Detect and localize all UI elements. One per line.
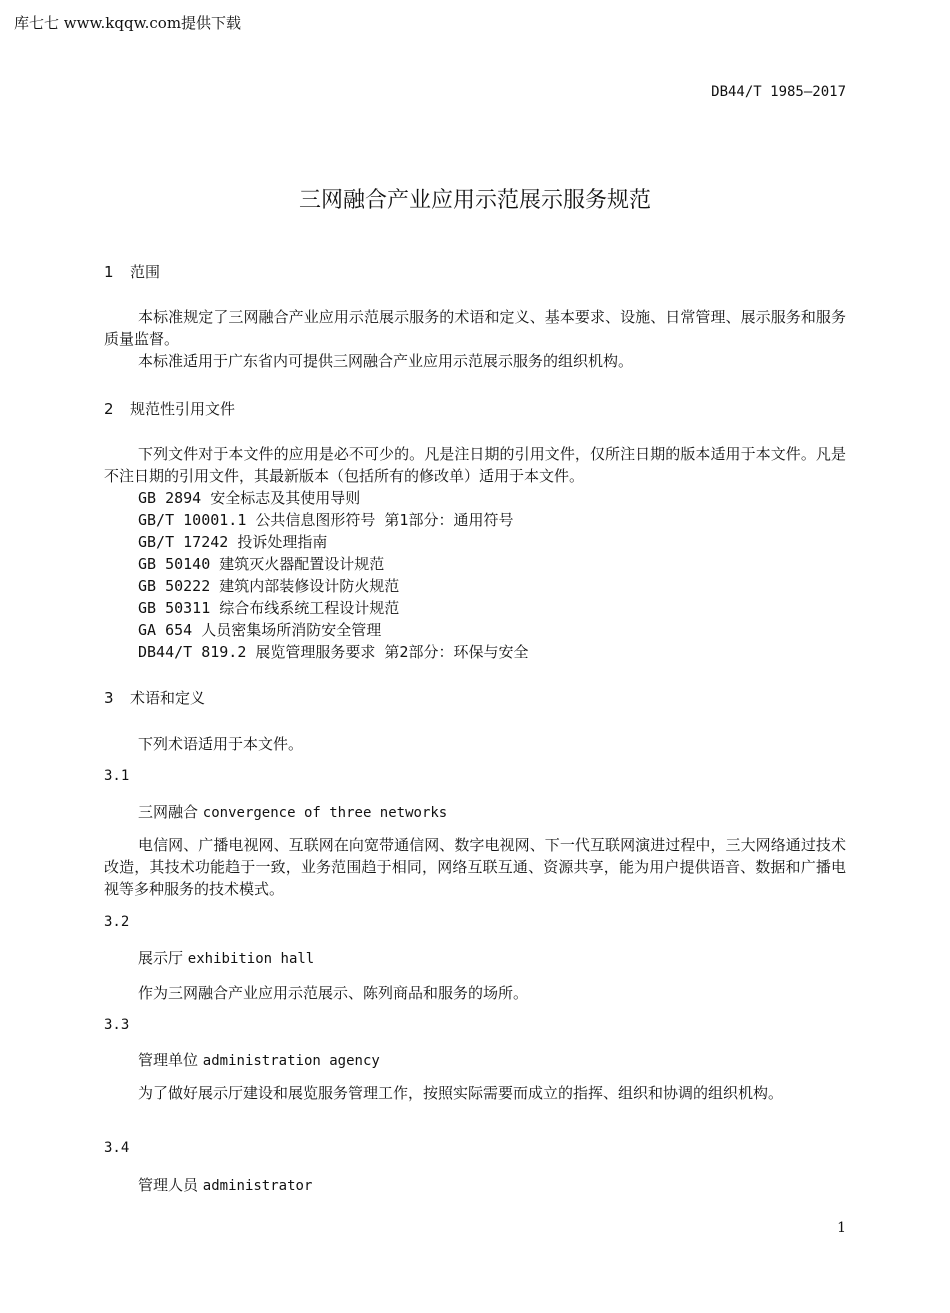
section-title: 术语和定义 <box>130 689 206 707</box>
reference-item: GB 50222 建筑内部装修设计防火规范 <box>138 577 400 595</box>
section-heading-scope <box>104 261 160 282</box>
term-en: administration agency <box>202 1053 380 1069</box>
document-number: DB44/T 1985—2017 <box>711 84 846 100</box>
clause-number: 3.4 <box>104 1140 130 1156</box>
clause-number: 3.3 <box>104 1017 130 1033</box>
reference-item: DB44/T 819.2 展览管理服务要求 第2部分：环保与安全 <box>138 643 529 661</box>
term-zh: 展示厅 <box>138 949 184 967</box>
watermark: 库七七 www.kqqw.com提供下载 <box>14 14 242 32</box>
section-heading-normative-references <box>104 398 235 419</box>
term-en: exhibition hall <box>187 951 315 967</box>
term-definition: 为了做好展示厅建设和展览服务管理工作，按照实际需要而成立的指挥、组织和协调的组织机构。 <box>138 1084 784 1102</box>
term-definition: 电信网、广播电视网、互联网在向宽带通信网、数字电视网、下一代互联网演进过程中，三大网络通过技术改造，其技术功能趋于一致，业务范围趋于相同，网络互联互通、资源共享，能为用户提供语音、数据和广播电视等多种服务的技术模式。 <box>104 836 846 898</box>
term-entry <box>138 1174 312 1195</box>
term-definition: 作为三网融合产业应用示范展示、陈列商品和服务的场所。 <box>138 984 529 1002</box>
scope-paragraph-1: 本标准规定了三网融合产业应用示范展示服务的术语和定义、基本要求、设施、日常管理、展示服务和服务质量监督。 <box>104 308 846 348</box>
term-entry <box>138 947 314 968</box>
scope-paragraph-2: 本标准适用于广东省内可提供三网融合产业应用示范展示服务的组织机构。 <box>138 352 634 370</box>
term-zh: 管理人员 <box>138 1176 199 1194</box>
reference-item: GB 50140 建筑灭火器配置设计规范 <box>138 555 385 573</box>
term-en: convergence of three networks <box>202 805 448 821</box>
clause-number: 3.1 <box>104 768 130 784</box>
term-en: administrator <box>202 1178 313 1194</box>
document-title: 三网融合产业应用示范展示服务规范 <box>298 188 651 213</box>
reference-item: GB 50311 综合布线系统工程设计规范 <box>138 599 400 617</box>
reference-item: GB/T 10001.1 公共信息图形符号 第1部分：通用符号 <box>138 511 514 529</box>
section-title: 范围 <box>130 263 161 281</box>
reference-item: GB 2894 安全标志及其使用导则 <box>138 489 361 507</box>
section-heading-terms-and-definitions <box>104 687 205 708</box>
reference-item: GA 654 人员密集场所消防安全管理 <box>138 621 382 639</box>
section-title: 规范性引用文件 <box>130 400 236 418</box>
clause-number: 3.2 <box>104 914 130 930</box>
section-number: 3 <box>104 689 114 707</box>
term-entry <box>138 1049 380 1070</box>
references-intro: 下列文件对于本文件的应用是必不可少的。凡是注日期的引用文件，仅所注日期的版本适用于本文件。凡是不注日期的引用文件，其最新版本（包括所有的修改单）适用于本文件。 <box>104 445 846 485</box>
section-number: 2 <box>104 400 114 418</box>
term-entry <box>138 801 447 822</box>
section-number: 1 <box>104 263 114 281</box>
page-number: 1 <box>837 1220 846 1236</box>
reference-item: GB/T 17242 投诉处理指南 <box>138 533 328 551</box>
term-zh: 管理单位 <box>138 1051 199 1069</box>
terms-intro: 下列术语适用于本文件。 <box>138 735 304 753</box>
term-zh: 三网融合 <box>138 803 199 821</box>
